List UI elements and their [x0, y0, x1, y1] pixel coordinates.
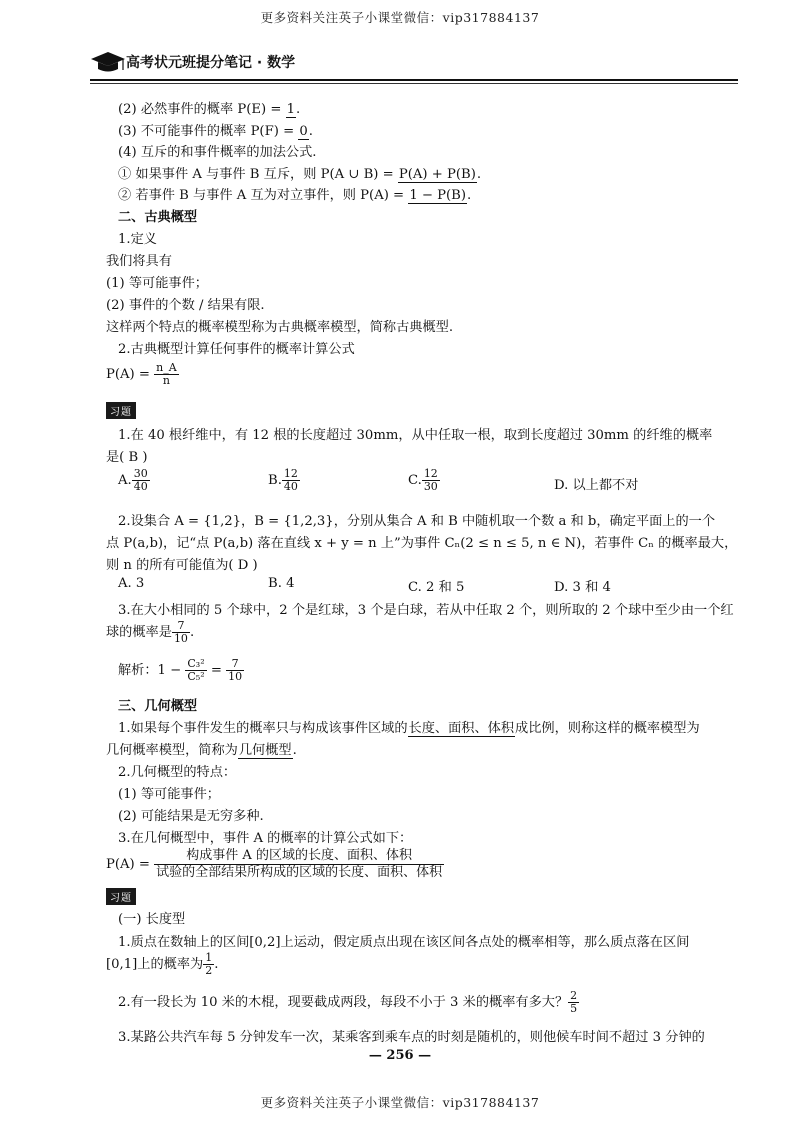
- option-a: A. 3: [118, 576, 145, 591]
- question-3: 3.在大小相同的 5 个球中，2 个是红球，3 个是白球，若从中任取 2 个，则所取的 2 个球中至少由一个红: [118, 603, 734, 618]
- subsection-heading: (一) 长度型: [118, 912, 186, 927]
- option-c: C. 2 和 5: [408, 580, 465, 595]
- text-line: 3.在几何概型中，事件 A 的概率的计算公式如下：: [118, 831, 413, 846]
- solution: 解析：1 − $\frac{\text{C₃²}}{\text{C₅²}}$ = $\frac{7}{10}$: [118, 657, 243, 683]
- text-line: 几何概率模型，简称为几何概型.: [106, 743, 297, 758]
- section-heading: 二、古典概型: [118, 210, 198, 225]
- text-line: 2.古典概型计算任何事件的概率计算公式: [118, 342, 355, 357]
- text-line: (2) 可能结果是无穷多种.: [118, 809, 264, 824]
- option-b: B. $\frac{12}{40}$: [268, 467, 298, 493]
- problem-3: 3.某路公共汽车每 5 分钟发车一次，某乘客到乘车点的时刻是随机的，则他候车时间不超过 3 分钟的: [118, 1030, 705, 1045]
- bottom-banner: 更多资料关注英子小课堂微信：vip317884137: [260, 1095, 540, 1110]
- problem-2: 2.有一段长为 10 米的木棍，现要截成两段，每段不小于 3 米的概率有多大？ $\frac{2}{5}$: [118, 989, 578, 1015]
- text-line: (1) 等可能事件；: [118, 787, 220, 802]
- question-2-answer: 则 n 的所有可能值为( D ): [106, 558, 258, 573]
- option-c: C. $\frac{12}{30}$: [408, 467, 438, 493]
- question-1: 1.在 40 根纤维中，有 12 根的长度超过 30mm，从中任取一根，取到长度超过 30mm 的纤维的概率: [118, 428, 713, 443]
- section-heading: 三、几何概型: [118, 699, 198, 714]
- formula-geometric: P(A) = $\frac{\text{构成事件 A 的区域的长度、面积、体积}}{\text{试验的全部结果所构成的区域的长度、面积、体积}}$: [106, 848, 443, 880]
- formula-classical: P(A) = $\frac{n\_A}{n}$: [106, 361, 177, 387]
- top-banner: 更多资料关注英子小课堂微信：vip317884137: [260, 10, 540, 25]
- text-line: (2) 必然事件的概率 P(E) = 1.: [118, 102, 301, 117]
- question-1-answer: 是( B ): [106, 450, 148, 465]
- option-d: D. 以上都不对: [554, 478, 639, 493]
- text-line: 这样两个特点的概率模型称为古典概率模型，简称古典概型.: [106, 320, 454, 335]
- problem-1-answer: [0,1]上的概率为 $\frac{1}{2}$ .: [106, 951, 219, 977]
- text-line: 1.如果每个事件发生的概率只与构成该事件区域的长度、面积、体积成比例，则称这样的概率模型为: [118, 721, 700, 736]
- text-line: 我们将具有: [106, 254, 172, 269]
- page-header: [90, 46, 738, 80]
- option-a: A. $\frac{30}{40}$: [118, 467, 148, 493]
- exercise-tag: 习题: [106, 888, 136, 905]
- header-rule: [90, 79, 738, 81]
- text-line: (1) 等可能事件；: [106, 276, 208, 291]
- page-number: — 256 —: [368, 1048, 432, 1063]
- text-line: ① 如果事件 A 与事件 B 互斥，则 P(A ∪ B) = P(A) + P(B).: [118, 167, 482, 182]
- text-line: (3) 不可能事件的概率 P(F) = 0.: [118, 124, 313, 139]
- option-d: D. 3 和 4: [554, 580, 611, 595]
- text-line: 1.定义: [118, 232, 157, 247]
- option-b: B. 4: [268, 576, 295, 591]
- problem-1: 1.质点在数轴上的区间[0,2]上运动，假定质点出现在该区间各点处的概率相等，那么质点落在区间: [118, 935, 690, 950]
- text-line: ② 若事件 B 与事件 A 互为对立事件，则 P(A) = 1 − P(B).: [118, 188, 472, 203]
- question-2: 2.设集合 A = {1,2}，B = {1,2,3}，分别从集合 A 和 B 中随机取一个数 a 和 b，确定平面上的一个: [118, 514, 716, 529]
- question-2: 点 P(a,b)，记“点 P(a,b) 落在直线 x + y = n 上”为事件 Cₙ(2 ≤ n ≤ 5, n ∈ N)，若事件 Cₙ 的概率最大，: [106, 536, 738, 551]
- text-line: (2) 事件的个数 / 结果有限.: [106, 298, 265, 313]
- text-line: 2.几何概型的特点：: [118, 765, 237, 780]
- exercise-tag: 习题: [106, 402, 136, 419]
- text-line: (4) 互斥的和事件概率的加法公式.: [118, 145, 317, 160]
- header-rule-thin: [90, 83, 738, 84]
- graduation-cap-icon: [90, 50, 126, 74]
- question-3-answer: 球的概率是 $\frac{7}{10}$ .: [106, 619, 195, 645]
- header-title: 高考状元班提分笔记 · 数学: [126, 55, 296, 71]
